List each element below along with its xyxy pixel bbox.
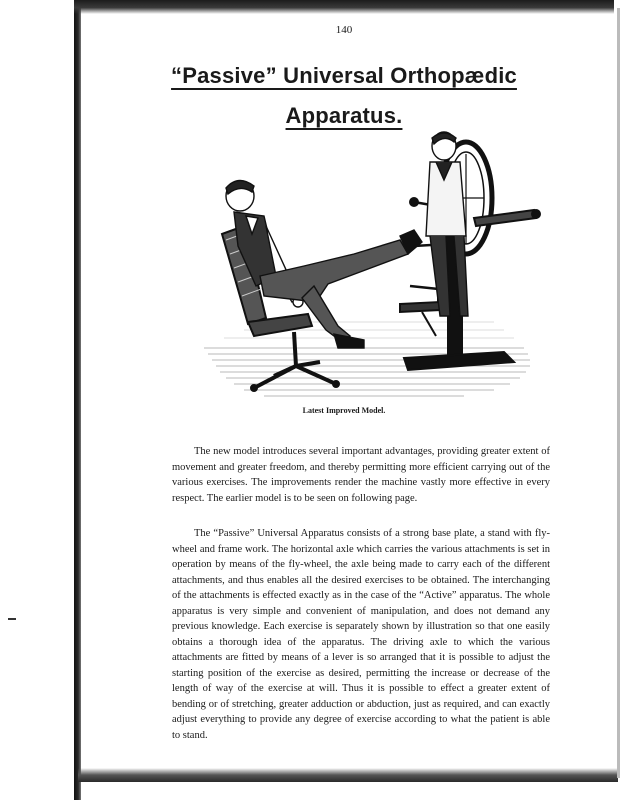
book-binding-shadow — [74, 0, 81, 800]
title-line-2: Apparatus. — [285, 103, 403, 128]
illustration-caption: Latest Improved Model. — [302, 406, 386, 415]
title-line-1: “Passive” Universal Orthopædic — [171, 63, 517, 88]
page-bottom-edge — [78, 768, 618, 782]
body-paragraph-2: The “Passive” Universal Apparatus consists of a strong base plate, a stand with fly-wheel and frame work. The horizontal axle which carries the various attachments is set in operation by means of the fly-wheel, the axle being made to carry each of the different attachments, and thus enables all the desired exercises to be obtained. The interchanging of the attachments is effected exactly as in the case of the “Active” apparatus. The whole apparatus is very simple and convenient of manipulation, and does not demand any previous knowledge. Each exercise is separately shown by illustration so that one easily obtains a thorough idea of the apparatus. The driving axle to which the various attachments are fitted by means of a lever is so arranged that it is possible to adjust the starting position of the exercise as desired, permitting the increase or decrease of the length of way of the exercise at will. Thus it is possible to effect a greater extent of bending or of stretching, greater adduction or abduction, just as required, and can exactly adjust everything to provide any degree of exercise according to what the patient is able to stand. — [172, 528, 550, 741]
document-page — [84, 14, 604, 766]
apparatus-machine — [400, 142, 540, 370]
page-top-edge — [74, 0, 614, 14]
margin-mark — [8, 618, 16, 620]
orthopaedic-apparatus-illustration — [204, 126, 544, 406]
page-title — [84, 56, 604, 136]
scan-margin — [0, 0, 78, 800]
body-paragraph-1: The new model introduces several important advantages, providing greater extent of movement and greater freedom, and thereby permitting more efficient carrying out of the various exercises. The improvements render the machine vastly more effective in every respect. The earlier model is to be seen on following page. — [172, 446, 550, 504]
page-number: 140 — [335, 24, 353, 36]
page-right-edge — [617, 8, 620, 778]
